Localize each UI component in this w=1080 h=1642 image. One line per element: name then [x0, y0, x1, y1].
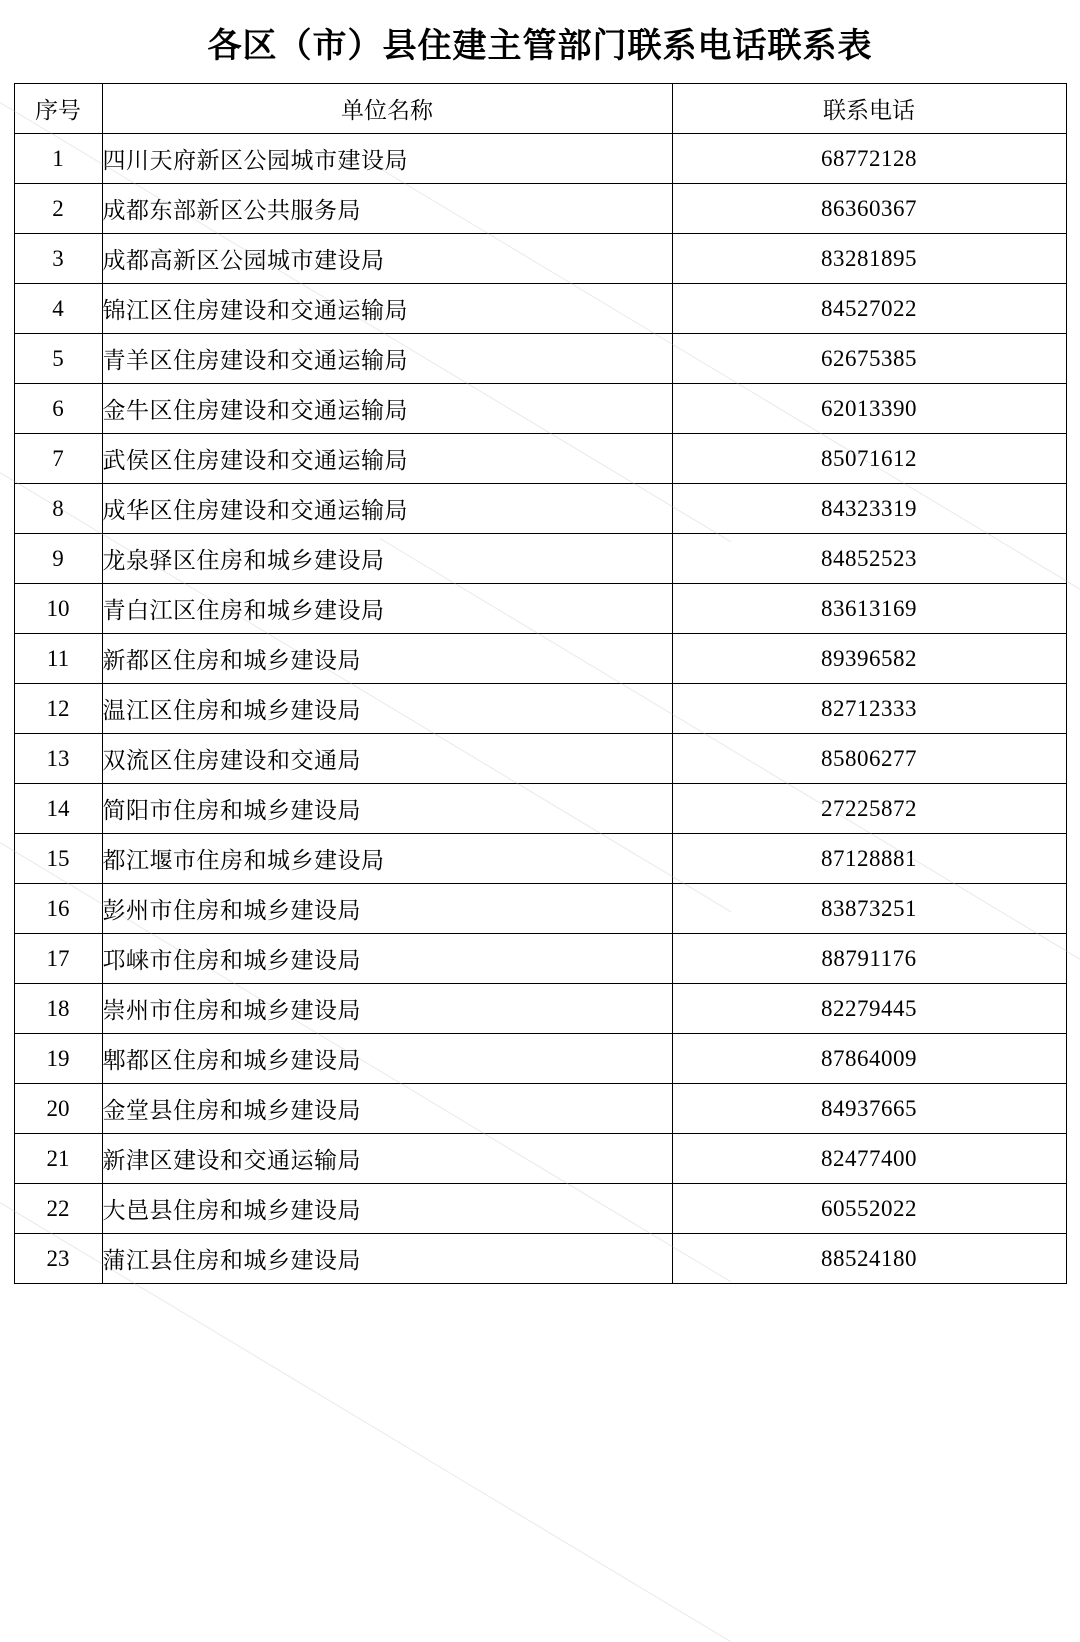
table-row: [14, 1234, 1066, 1284]
column-header-name: 单位名称: [102, 84, 672, 134]
cell-unit-name: 金牛区住房建设和交通运输局: [102, 384, 672, 434]
cell-phone: 87128881: [672, 834, 1066, 884]
table-row: [14, 584, 1066, 634]
cell-index: 23: [14, 1234, 102, 1284]
cell-unit-name: 锦江区住房建设和交通运输局: [102, 284, 672, 334]
cell-phone: 87864009: [672, 1034, 1066, 1084]
cell-index: 21: [14, 1134, 102, 1184]
cell-unit-name: 成华区住房建设和交通运输局: [102, 484, 672, 534]
table-row: [14, 534, 1066, 584]
cell-unit-name: 蒲江县住房和城乡建设局: [102, 1234, 672, 1284]
cell-unit-name: 青白江区住房和城乡建设局: [102, 584, 672, 634]
cell-phone: 85071612: [672, 434, 1066, 484]
cell-phone: 84323319: [672, 484, 1066, 534]
cell-index: 2: [14, 184, 102, 234]
table-row: [14, 334, 1066, 384]
cell-index: 1: [14, 134, 102, 184]
table-row: [14, 1134, 1066, 1184]
table-row: [14, 284, 1066, 334]
cell-unit-name: 青羊区住房建设和交通运输局: [102, 334, 672, 384]
cell-index: 13: [14, 734, 102, 784]
contact-table: [14, 83, 1067, 1284]
cell-phone: 84527022: [672, 284, 1066, 334]
cell-unit-name: 双流区住房建设和交通局: [102, 734, 672, 784]
table-row: [14, 234, 1066, 284]
cell-phone: 85806277: [672, 734, 1066, 784]
table-row: [14, 134, 1066, 184]
cell-unit-name: 都江堰市住房和城乡建设局: [102, 834, 672, 884]
cell-phone: 68772128: [672, 134, 1066, 184]
cell-index: 17: [14, 934, 102, 984]
cell-phone: 27225872: [672, 784, 1066, 834]
cell-index: 16: [14, 884, 102, 934]
table-body: [14, 134, 1066, 1284]
cell-index: 5: [14, 334, 102, 384]
table-row: [14, 784, 1066, 834]
table-row: [14, 984, 1066, 1034]
table-row: [14, 184, 1066, 234]
table-row: [14, 684, 1066, 734]
cell-unit-name: 简阳市住房和城乡建设局: [102, 784, 672, 834]
table-row: [14, 484, 1066, 534]
cell-index: 10: [14, 584, 102, 634]
cell-index: 6: [14, 384, 102, 434]
cell-phone: 88791176: [672, 934, 1066, 984]
cell-index: 14: [14, 784, 102, 834]
cell-index: 7: [14, 434, 102, 484]
page-title: 各区（市）县住建主管部门联系电话联系表: [207, 28, 873, 65]
cell-index: 18: [14, 984, 102, 1034]
cell-unit-name: 大邑县住房和城乡建设局: [102, 1184, 672, 1234]
column-header-index: 序号: [14, 84, 102, 134]
cell-index: 11: [14, 634, 102, 684]
cell-index: 9: [14, 534, 102, 584]
cell-phone: 62675385: [672, 334, 1066, 384]
cell-unit-name: 温江区住房和城乡建设局: [102, 684, 672, 734]
table-row: [14, 634, 1066, 684]
cell-unit-name: 武侯区住房建设和交通运输局: [102, 434, 672, 484]
document-page: [0, 18, 1080, 1284]
cell-phone: 84937665: [672, 1084, 1066, 1134]
cell-index: 22: [14, 1184, 102, 1234]
table-row: [14, 934, 1066, 984]
table-row: [14, 434, 1066, 484]
cell-index: 3: [14, 234, 102, 284]
cell-phone: 84852523: [672, 534, 1066, 584]
cell-phone: 89396582: [672, 634, 1066, 684]
cell-unit-name: 龙泉驿区住房和城乡建设局: [102, 534, 672, 584]
cell-phone: 82477400: [672, 1134, 1066, 1184]
table-row: [14, 884, 1066, 934]
table-row: [14, 1184, 1066, 1234]
cell-index: 12: [14, 684, 102, 734]
cell-phone: 60552022: [672, 1184, 1066, 1234]
cell-phone: 82279445: [672, 984, 1066, 1034]
cell-index: 15: [14, 834, 102, 884]
cell-unit-name: 金堂县住房和城乡建设局: [102, 1084, 672, 1134]
cell-phone: 83281895: [672, 234, 1066, 284]
cell-phone: 62013390: [672, 384, 1066, 434]
cell-phone: 83613169: [672, 584, 1066, 634]
cell-unit-name: 成都高新区公园城市建设局: [102, 234, 672, 284]
table-row: [14, 1034, 1066, 1084]
cell-index: 8: [14, 484, 102, 534]
cell-phone: 82712333: [672, 684, 1066, 734]
cell-unit-name: 新都区住房和城乡建设局: [102, 634, 672, 684]
cell-unit-name: 崇州市住房和城乡建设局: [102, 984, 672, 1034]
cell-phone: 88524180: [672, 1234, 1066, 1284]
table-row: [14, 384, 1066, 434]
cell-index: 20: [14, 1084, 102, 1134]
table-row: [14, 834, 1066, 884]
cell-unit-name: 四川天府新区公园城市建设局: [102, 134, 672, 184]
cell-unit-name: 邛崃市住房和城乡建设局: [102, 934, 672, 984]
table-row: [14, 734, 1066, 784]
cell-unit-name: 新津区建设和交通运输局: [102, 1134, 672, 1184]
cell-index: 4: [14, 284, 102, 334]
table-row: [14, 1084, 1066, 1134]
cell-phone: 86360367: [672, 184, 1066, 234]
cell-unit-name: 成都东部新区公共服务局: [102, 184, 672, 234]
column-header-phone: 联系电话: [672, 84, 1066, 134]
cell-unit-name: 彭州市住房和城乡建设局: [102, 884, 672, 934]
table-header-row: [14, 84, 1066, 134]
cell-phone: 83873251: [672, 884, 1066, 934]
cell-unit-name: 郫都区住房和城乡建设局: [102, 1034, 672, 1084]
cell-index: 19: [14, 1034, 102, 1084]
